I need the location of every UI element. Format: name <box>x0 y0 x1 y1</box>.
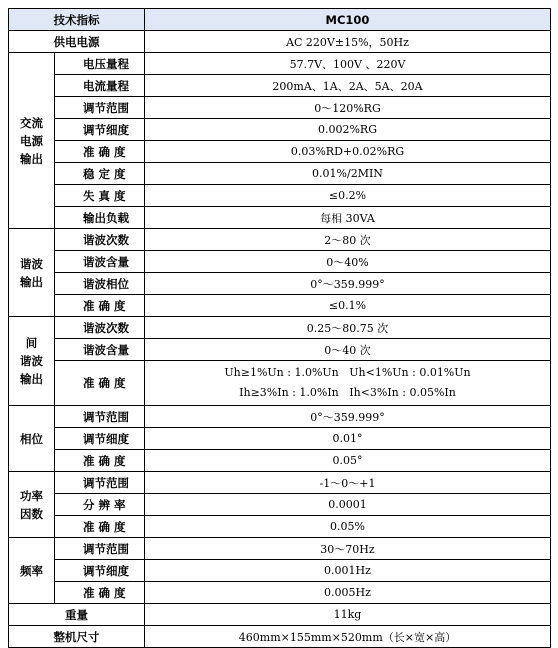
row-value: 0～120%RG <box>145 97 551 119</box>
table-row <box>9 31 551 53</box>
row-label: 谐波次数 <box>55 317 145 339</box>
table-row <box>9 251 551 273</box>
accuracy-line-current: Ih≥3%In : 1.0%In Ih<3%In : 0.05%In <box>239 386 456 399</box>
accuracy-line-voltage: Uh≥1%Un : 1.0%Un Uh<1%Un : 0.01%Un <box>224 366 471 379</box>
row-label: 准 确 度 <box>55 295 145 317</box>
row-value: -1～0～+1 <box>145 472 551 494</box>
row-value: 0.001Hz <box>145 560 551 582</box>
row-label: 输出负载 <box>55 207 145 229</box>
row-label: 分 辨 率 <box>55 494 145 516</box>
table-row <box>9 361 551 406</box>
table-row <box>9 494 551 516</box>
row-value: 30～70Hz <box>145 538 551 560</box>
row-label: 失 真 度 <box>55 185 145 207</box>
row-value: 0°～359.999° <box>145 406 551 428</box>
row-label: 调节范围 <box>55 97 145 119</box>
row-value: 0～40 次 <box>145 339 551 361</box>
table-row <box>9 273 551 295</box>
row-value: ≤0.1% <box>145 295 551 317</box>
table-row <box>9 53 551 75</box>
row-value: 0°～359.999° <box>145 273 551 295</box>
table-row <box>9 516 551 538</box>
dimensions-value: 460mm×155mm×520mm（长×宽×高） <box>145 626 551 648</box>
row-value: 0～40% <box>145 251 551 273</box>
row-value: 每相 30VA <box>145 207 551 229</box>
header-row <box>9 9 551 31</box>
table-row <box>9 295 551 317</box>
row-label: 调节细度 <box>55 119 145 141</box>
header-model: MC100 <box>145 9 551 31</box>
row-value: 0.01° <box>145 428 551 450</box>
row-value: 0.25～80.75 次 <box>145 317 551 339</box>
table-row <box>9 207 551 229</box>
row-label: 准 确 度 <box>55 361 145 406</box>
row-label: 电压量程 <box>55 53 145 75</box>
group-phase <box>9 406 55 472</box>
row-label: 准 确 度 <box>55 141 145 163</box>
table-row <box>9 317 551 339</box>
weight-value: 11kg <box>145 604 551 626</box>
table-row <box>9 141 551 163</box>
row-label: 谐波相位 <box>55 273 145 295</box>
table-row <box>9 450 551 472</box>
dimensions-label: 整机尺寸 <box>9 626 145 648</box>
group-label: 谐波 输出 <box>20 256 43 289</box>
row-value: 0.05° <box>145 450 551 472</box>
group-interharmonic-output <box>9 317 55 406</box>
group-label: 功率 因数 <box>20 488 43 521</box>
group-label: 间 谐波 输出 <box>20 336 43 386</box>
group-ac-output <box>9 53 55 229</box>
table-row <box>9 185 551 207</box>
row-value-multiline <box>145 361 551 406</box>
row-value: 0.005Hz <box>145 582 551 604</box>
table-row <box>9 538 551 560</box>
row-label: 调节范围 <box>55 406 145 428</box>
spec-table <box>8 8 551 648</box>
row-label: 准 确 度 <box>55 450 145 472</box>
group-frequency <box>9 538 55 604</box>
row-value: 2～80 次 <box>145 229 551 251</box>
table-row <box>9 339 551 361</box>
table-row <box>9 229 551 251</box>
row-value: 0.002%RG <box>145 119 551 141</box>
table-row <box>9 119 551 141</box>
row-label: 电流量程 <box>55 75 145 97</box>
row-label: 调节细度 <box>55 428 145 450</box>
weight-label: 重量 <box>9 604 145 626</box>
group-harmonic-output <box>9 229 55 317</box>
table-row <box>9 406 551 428</box>
table-row <box>9 163 551 185</box>
power-value: AC 220V±15%，50Hz <box>145 31 551 53</box>
row-label: 谐波次数 <box>55 229 145 251</box>
table-row <box>9 97 551 119</box>
power-label: 供电电源 <box>9 31 145 53</box>
table-row <box>9 428 551 450</box>
row-value: 57.7V、100V 、220V <box>145 53 551 75</box>
group-label: 频率 <box>20 563 43 578</box>
table-row <box>9 560 551 582</box>
table-row <box>9 75 551 97</box>
row-value: 0.0001 <box>145 494 551 516</box>
row-label: 调节范围 <box>55 538 145 560</box>
row-label: 谐波含量 <box>55 251 145 273</box>
row-value: 200mA、1A、2A、5A、20A <box>145 75 551 97</box>
table-row <box>9 582 551 604</box>
row-value: ≤0.2% <box>145 185 551 207</box>
row-label: 准 确 度 <box>55 582 145 604</box>
table-row <box>9 604 551 626</box>
group-label: 相位 <box>20 431 43 446</box>
row-value: 0.01%/2MIN <box>145 163 551 185</box>
table-row <box>9 472 551 494</box>
row-label: 稳 定 度 <box>55 163 145 185</box>
row-value: 0.03%RD+0.02%RG <box>145 141 551 163</box>
row-label: 谐波含量 <box>55 339 145 361</box>
group-label: 交流 电源 输出 <box>20 115 43 166</box>
row-label: 调节范围 <box>55 472 145 494</box>
row-label: 准 确 度 <box>55 516 145 538</box>
group-power-factor <box>9 472 55 538</box>
row-label: 调节细度 <box>55 560 145 582</box>
row-value: 0.05% <box>145 516 551 538</box>
header-spec-label: 技术指标 <box>9 9 145 31</box>
table-row <box>9 626 551 648</box>
